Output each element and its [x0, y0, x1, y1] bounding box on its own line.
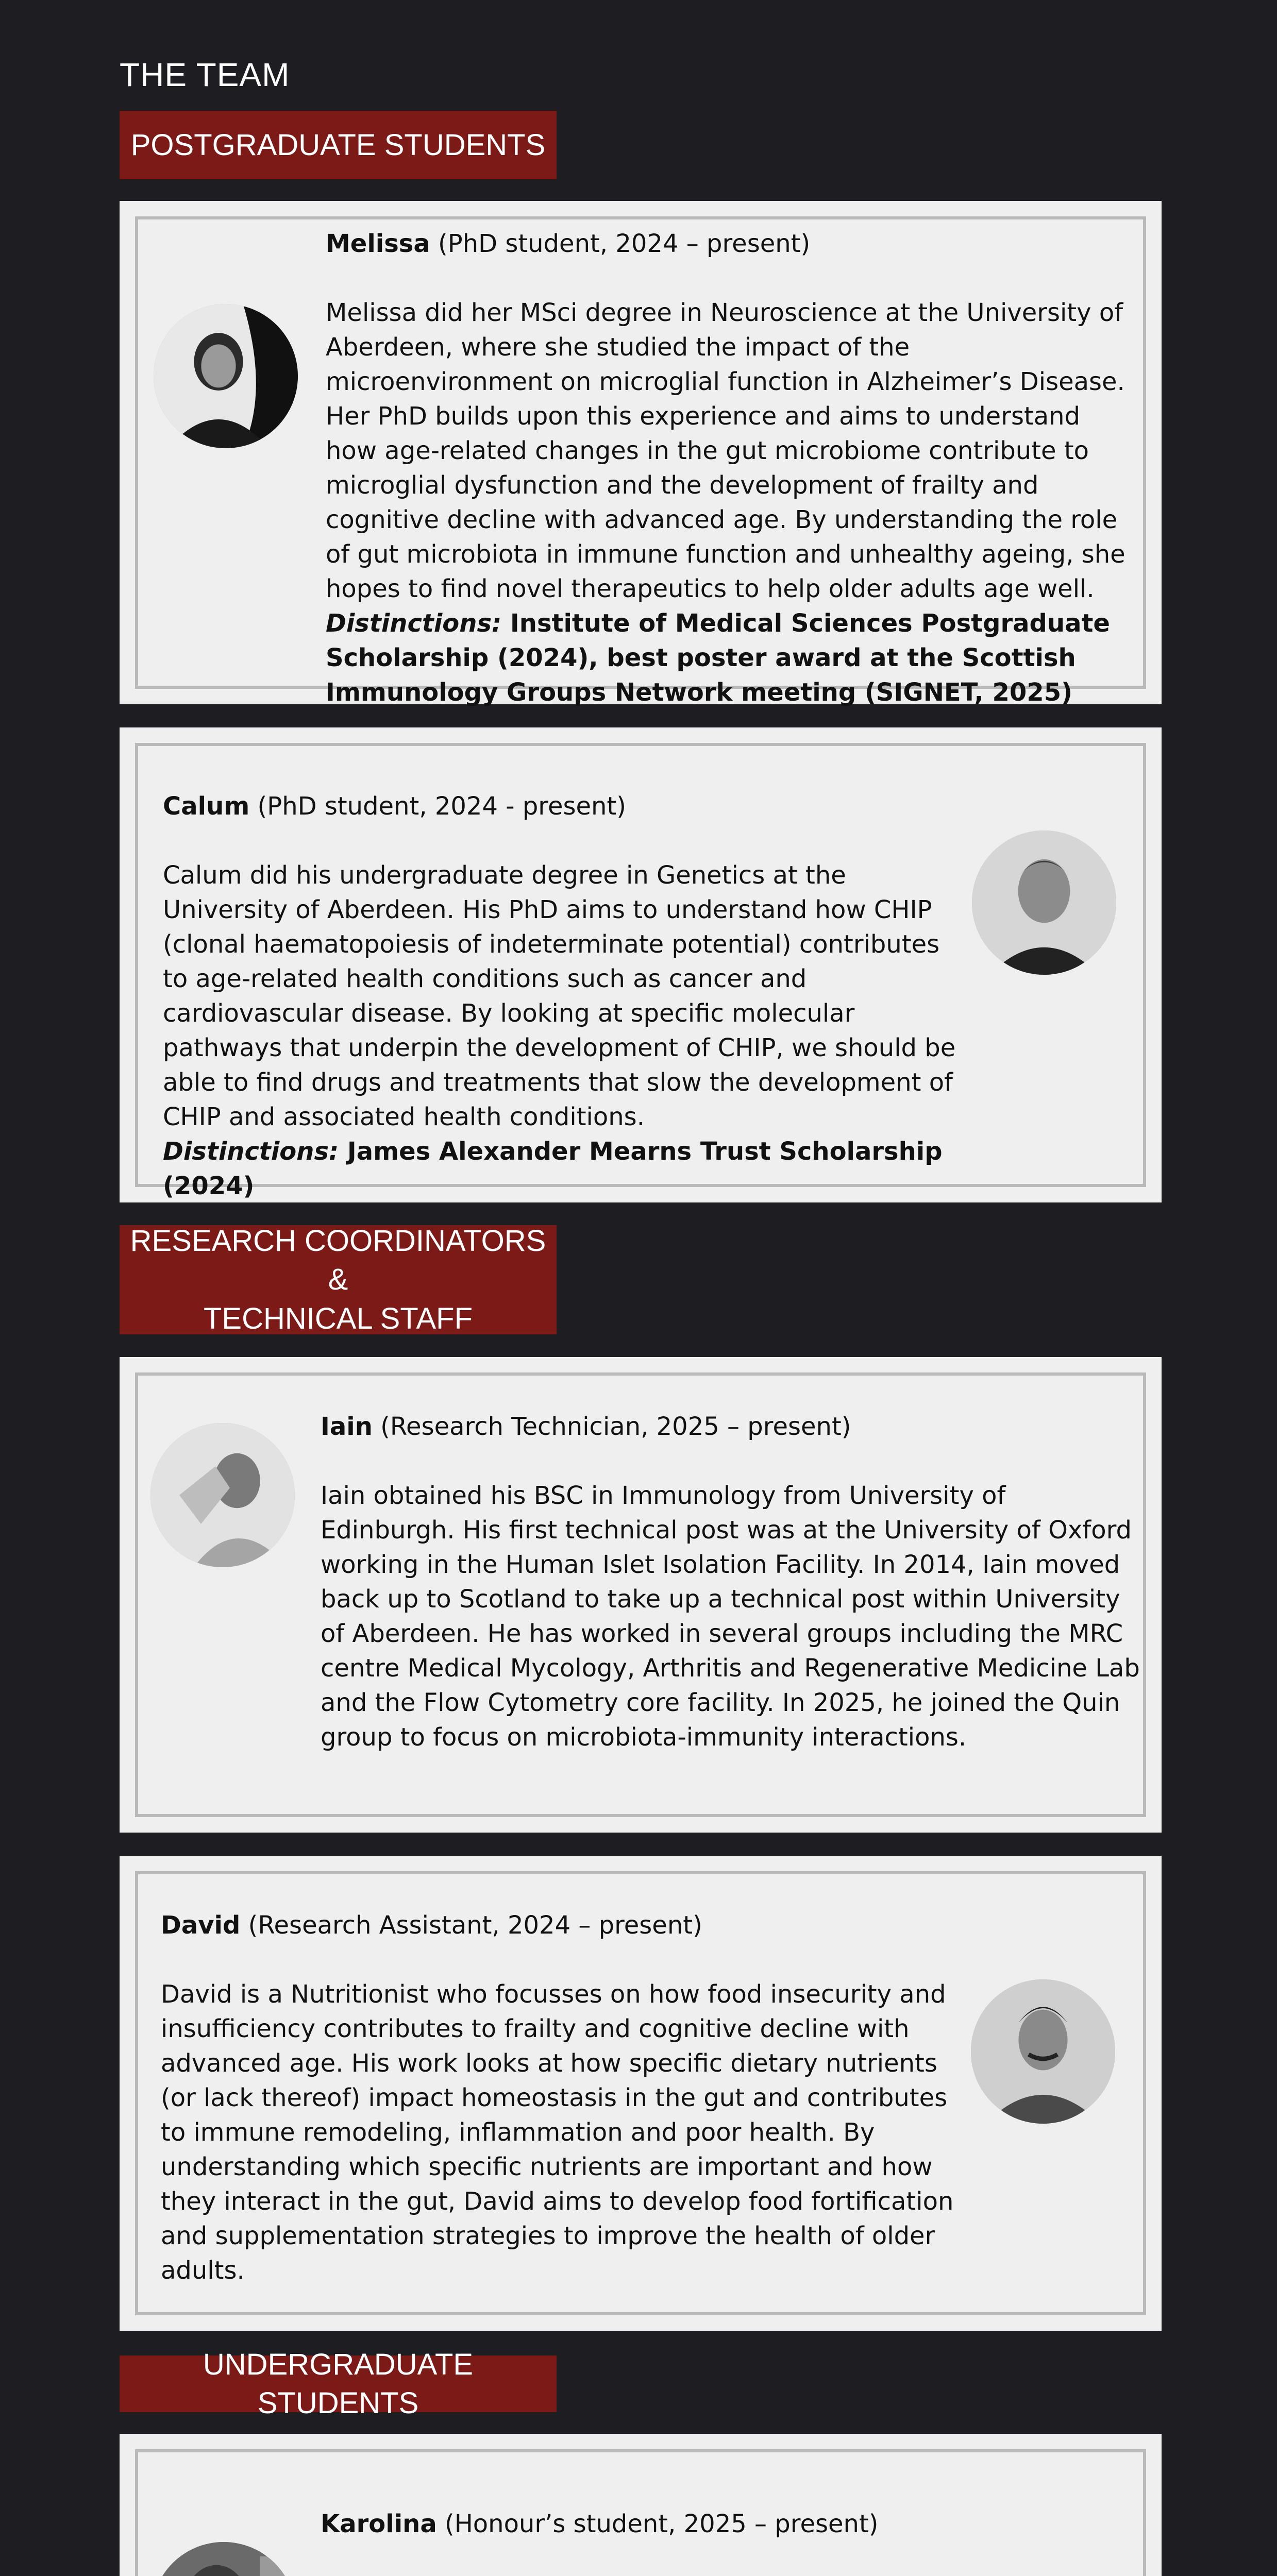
member-text [321, 2507, 1140, 2576]
member-name: Iain [321, 1412, 373, 1441]
member-name: Karolina [321, 2510, 437, 2538]
member-text [321, 1410, 1140, 1755]
member-card-karolina [120, 2434, 1162, 2576]
section-title-line1: RESEARCH COORDINATORS & [130, 1224, 546, 1297]
member-card-iain [120, 1357, 1162, 1833]
member-bio: Calum did his undergraduate degree in Genetics at the University of Aberdeen. His PhD aims to understand how CHIP (clonal haematopoiesis of indeterminate potential) contributes to age-related health conditions such as cancer and cardiovascular disease. By looking at specific molecular pathways that underpin the development of CHIP, we should be able to find drugs and treatments that slow the development of CHIP and associated health conditions. [163, 861, 956, 1131]
distinctions-label: Distinctions: [163, 1137, 339, 1166]
distinctions-text: Institute of Medical Sciences Postgraduate Scholarship (2024), best poster award at the Scottish Immunology Groups Network meeting (SIGNET, 2025) [326, 609, 1110, 707]
section-banner-postgraduate [120, 111, 557, 179]
member-name: Calum [163, 792, 250, 821]
portrait-icon [150, 1423, 295, 1567]
avatar-photo [150, 1423, 295, 1567]
avatar-photo [154, 304, 298, 448]
member-name: Melissa [326, 229, 430, 258]
member-bio: Melissa did her MSci degree in Neuroscience at the University of Aberdeen, where she studied the impact of the microenvironment on microglial function in Alzheimer’s Disease. Her PhD builds upon this experience and aims to understand how age-related changes in the gut microbiome contribute to microglial dysfunction and the development of frailty and cognitive decline with advanced age. By understanding the role of gut microbiota in immune function and unhealthy ageing, she hopes to find novel therapeutics to help older adults age well. [326, 298, 1125, 603]
section-title-line2: TECHNICAL STAFF [203, 1301, 473, 1335]
portrait-icon [971, 1979, 1115, 2124]
member-role: (Research Assistant, 2024 – present) [240, 1911, 702, 1940]
page-title: THE TEAM [120, 56, 290, 93]
member-card-david [120, 1856, 1162, 2331]
member-role: (PhD student, 2024 - present) [249, 792, 627, 821]
member-name: David [161, 1911, 241, 1940]
member-card-melissa [120, 201, 1162, 707]
member-role: (PhD student, 2024 – present) [430, 229, 811, 258]
member-bio: Iain obtained his BSC in Immunology from University of Edinburgh. His first technical post was at the University of Oxford working in the Human Islet Isolation Facility. In 2014, Iain moved back up to Scotland to take up a technical post within University of Aberdeen. He has worked in several groups including the MRC centre Medical Mycology, Arthritis and Regenerative Medicine Lab and the Flow Cytometry core facility. In 2025, he joined the Quin group to focus on microbiota-immunity interactions. [321, 1481, 1140, 1752]
section-title: UNDERGRADUATE STUDENTS [203, 2347, 474, 2420]
section-banner-research-coordinators [120, 1225, 557, 1334]
portrait-icon [972, 831, 1116, 975]
member-role: (Research Technician, 2025 – present) [372, 1412, 851, 1441]
distinctions-text: James Alexander Mearns Trust Scholarship (2024) [163, 1137, 943, 1200]
member-bio: David is a Nutritionist who focusses on how food insecurity and insufficiency contributes to frailty and cognitive decline with advanced age. His work looks at how specific dietary nutrients (or lack thereof) impact homeostasis in the gut and contributes to immune remodeling, inflammation and poor health. By understanding which specific nutrients are important and how they interact in the gut, David aims to develop food fortification and supplementation strategies to improve the health of older adults. [161, 1980, 954, 2285]
avatar-photo [972, 831, 1116, 975]
member-text [163, 789, 967, 1204]
section-title: POSTGRADUATE STUDENTS [130, 128, 546, 162]
member-role: (Honour’s student, 2025 – present) [436, 2510, 879, 2538]
portrait-icon [154, 304, 298, 448]
distinctions-label: Distinctions: [326, 609, 502, 638]
member-text [326, 227, 1135, 710]
section-banner-undergraduate [120, 2347, 557, 2420]
member-text [161, 1908, 960, 2288]
member-card-calum [120, 727, 1162, 1202]
avatar-photo [971, 1979, 1115, 2124]
